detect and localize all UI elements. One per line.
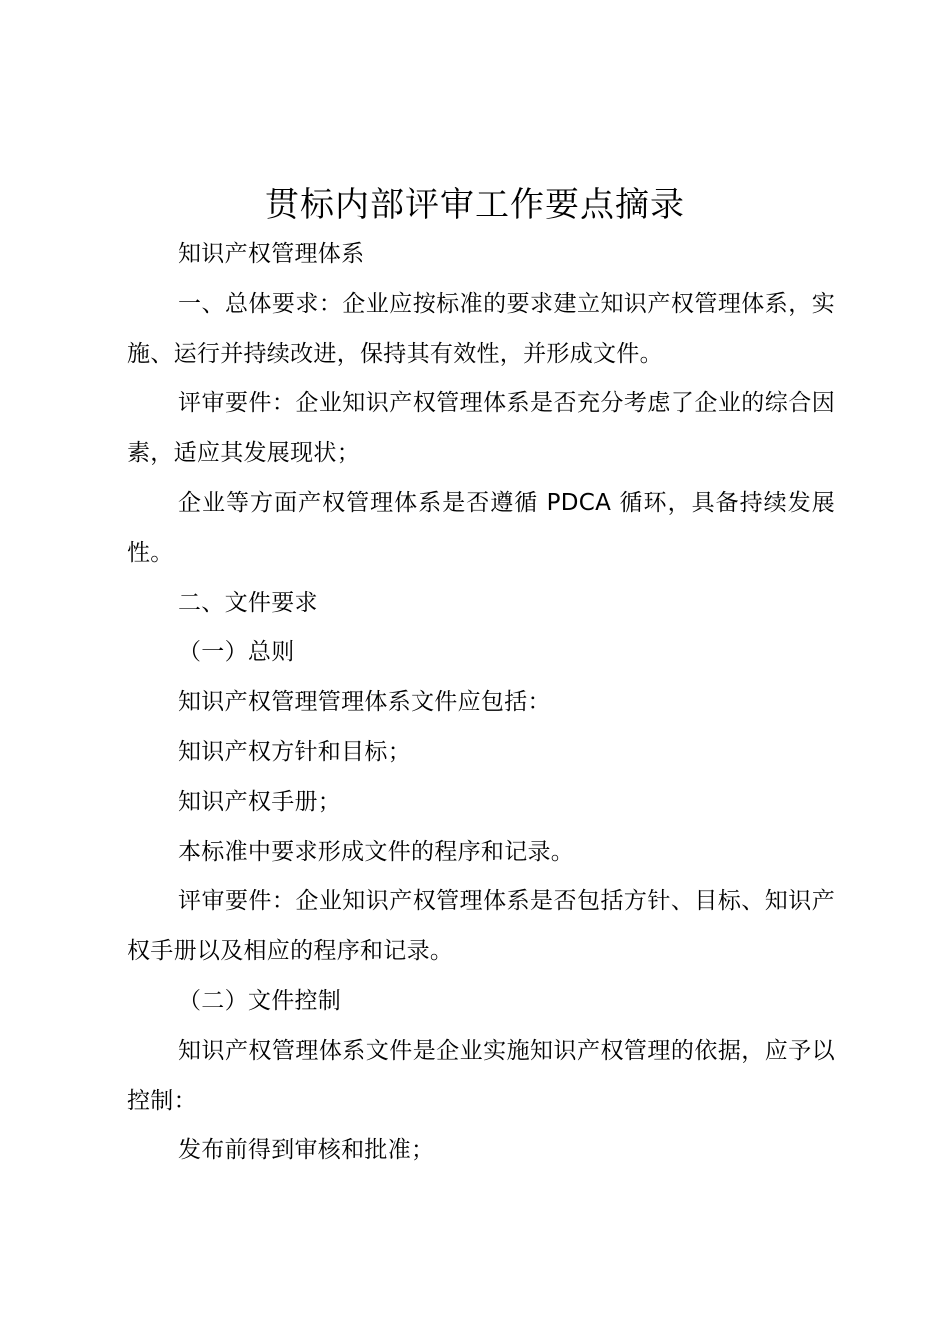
list-item: 知识产权手册； (178, 788, 342, 815)
list-item: 发布前得到审核和批准； (178, 1137, 435, 1164)
document-control-heading: （二）文件控制 (178, 987, 342, 1014)
general-requirements-paragraph: 一、总体要求：企业应按标准的要求建立知识产权管理体系，实施、运行并持续改进，保持其有效性，并形成文件。 (127, 290, 835, 367)
documents-include-paragraph: 知识产权管理管理体系文件应包括： (178, 689, 551, 716)
section-heading: 知识产权管理体系 (178, 241, 365, 267)
document-control-paragraph: 知识产权管理体系文件是企业实施知识产权管理的依据，应予以控制： (127, 1037, 835, 1114)
review-criteria-paragraph: 评审要件：企业知识产权管理体系是否充分考虑了企业的综合因素，适应其发展现状； (127, 390, 835, 467)
document-body (127, 230, 835, 1176)
review-criteria-paragraph: 评审要件：企业知识产权管理体系是否包括方针、目标、知识产权手册以及相应的程序和记录。 (127, 888, 835, 965)
document-title: 贯标内部评审工作要点摘录 (265, 185, 685, 225)
general-rules-heading: （一）总则 (178, 639, 295, 666)
list-item: 知识产权方针和目标； (178, 738, 411, 765)
pdca-paragraph: 企业等方面产权管理体系是否遵循 PDCA 循环，具备持续发展性。 (127, 489, 835, 566)
document-requirements-heading: 二、文件要求 (178, 589, 318, 616)
list-item: 本标准中要求形成文件的程序和记录。 (178, 838, 575, 865)
